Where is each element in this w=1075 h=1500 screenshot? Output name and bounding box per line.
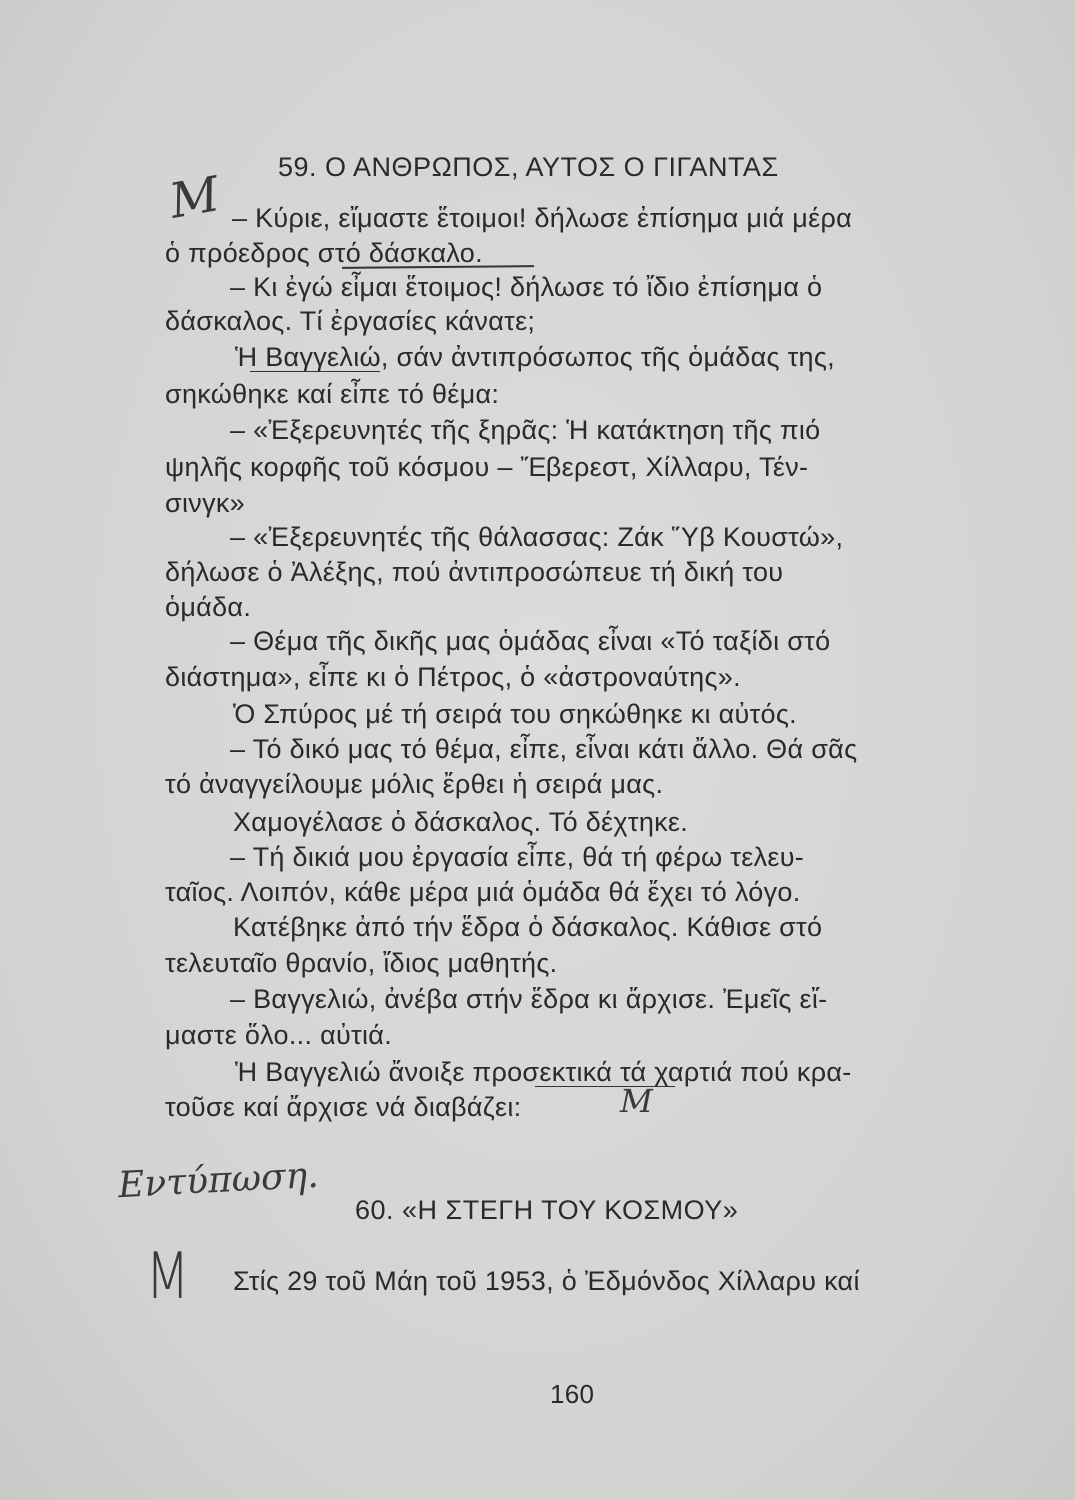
chapter-59-heading: 59. Ο ΑΝΘΡΩΠΟΣ, ΑΥΤΟΣ Ο ΓΙΓΑΝΤΑΣ (278, 152, 779, 182)
chapter-60-heading: 60. «Η ΣΤΕΓΗ ΤΟΥ ΚΟΣΜΟΥ» (355, 1195, 739, 1225)
text-line: – Βαγγελιώ, ἀνέβα στήν ἕδρα κι ἄρχισε. Ἐμεῖς εἴ- (230, 984, 828, 1014)
text-line: σινγκ» (165, 488, 245, 518)
text-line: τό ἀναγγείλουμε μόλις ἔρθει ἡ σειρά μας. (165, 769, 664, 799)
text-line: Ἡ Βαγγελιώ, σάν ἀντιπρόσωπος τῆς ὁμάδας της, (235, 342, 835, 372)
text-line: ὁμάδα. (165, 592, 252, 622)
text-line: – «Ἐξερευνητές τῆς θάλασσας: Ζάκ Ὕβ Κουστώ», (230, 522, 844, 552)
handwritten-mark: M (620, 1082, 653, 1120)
text-line: – Τό δικό μας τό θέμα, εἶπε, εἶναι κάτι ἄλλο. Θά σᾶς (230, 734, 858, 764)
text-line: ταῖος. Λοιπόν, κάθε μέρα μιά ὁμάδα θά ἔχει τό λόγο. (165, 877, 801, 907)
text-line: δήλωσε ὁ Ἀλέξης, πού ἀντιπροσώπευε τή δική του (165, 557, 784, 587)
pen-underline (250, 371, 380, 372)
text-line: Στίς 29 τοῦ Μάη τοῦ 1953, ὁ Ἐδμόνδος Χίλλαρυ καί (233, 1266, 860, 1296)
text-line: ὁ πρόεδρος στό δάσκαλο. (165, 238, 483, 268)
handwritten-mark: M (165, 166, 224, 230)
text-line: – Κι ἐγώ εἶμαι ἕτοιμος! δήλωσε τό ἴδιο ἐπίσημα ὁ (230, 272, 823, 302)
text-line: μαστε ὅλο... αὐτιά. (165, 1020, 393, 1050)
text-line: τελευταῖο θρανίο, ἴδιος μαθητής. (165, 948, 558, 978)
text-line: διάστημα», εἶπε κι ὁ Πέτρος, ὁ «ἀστροναύτης». (165, 662, 741, 692)
text-line: – «Ἐξερευνητές τῆς ξηρᾶς: Ἡ κατάκτηση τῆς πιό (230, 415, 821, 445)
text-line: δάσκαλος. Τί ἐργασίες κάνατε; (165, 306, 536, 336)
text-line: Ἡ Βαγγελιώ ἄνοιξε προσεκτικά τά χαρτιά πού κρα- (235, 1057, 852, 1087)
handwritten-note: Εντύπωση. (117, 1154, 320, 1207)
text-line: τοῦσε καί ἄρχισε νά διαβάζει: (165, 1092, 522, 1122)
text-line: Ὁ Σπύρος μέ τή σειρά του σηκώθηκε κι αὐτός. (233, 699, 797, 729)
text-line: σηκώθηκε καί εἶπε τό θέμα: (165, 379, 500, 409)
text-line: ψηλῆς κορφῆς τοῦ κόσμου – Ἔβερεστ, Χίλλαρυ, Τέν- (165, 452, 809, 482)
text-line: Χαμογέλασε ὁ δάσκαλος. Τό δέχτηκε. (233, 807, 689, 837)
handwritten-mark: M (145, 1240, 190, 1314)
text-line: Κατέβηκε ἀπό τήν ἕδρα ὁ δάσκαλος. Κάθισε στό (233, 912, 823, 942)
text-line: – Τή δικιά μου ἐργασία εἶπε, θά τή φέρω τελευ- (230, 842, 805, 872)
page-number: 160 (550, 1379, 595, 1409)
pen-underline (535, 1086, 675, 1087)
text-line: – Κύριε, εἴμαστε ἕτοιμοι! δήλωσε ἐπίσημα μιά μέρα (232, 203, 853, 233)
text-line: – Θέμα τῆς δικῆς μας ὁμάδας εἶναι «Τό ταξίδι στό (230, 626, 831, 656)
